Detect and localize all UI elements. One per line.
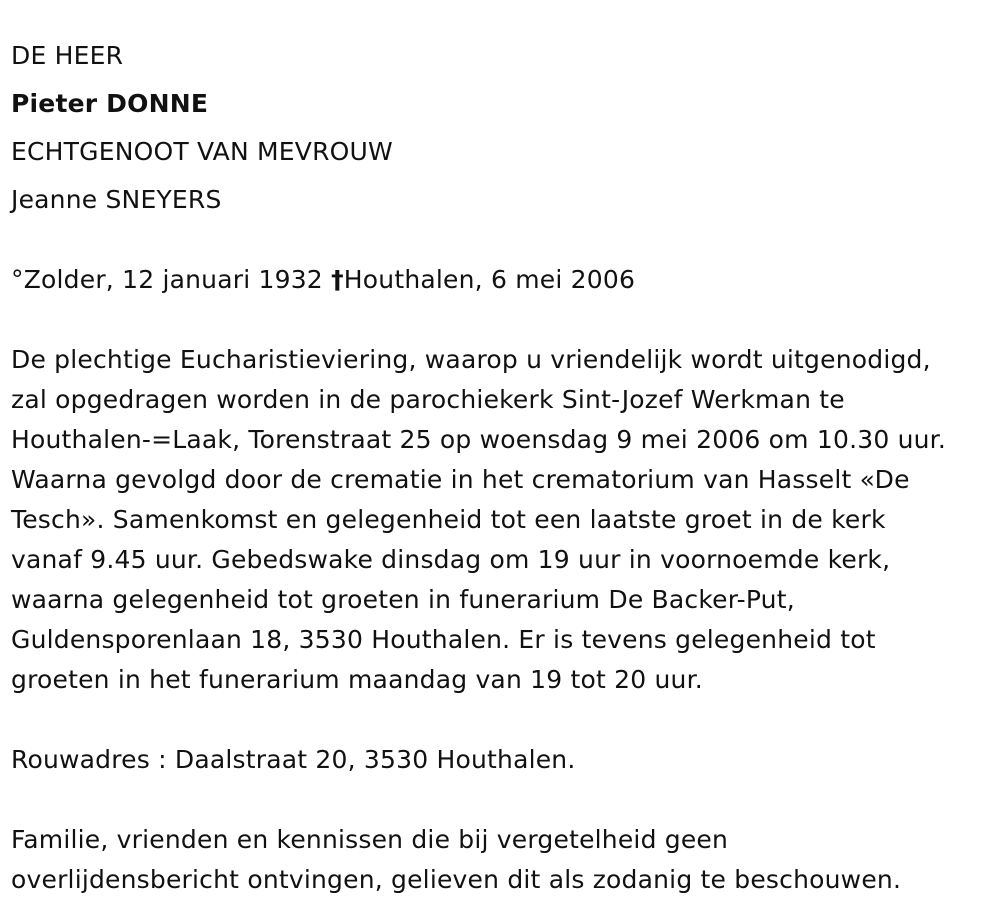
ceremony-line: Tesch». Samenkomst en gelegenheid tot een laatste groet in de kerk [11,505,886,534]
ceremony-line: zal opgedragen worden in de parochiekerk Sint-Jozef Werkman te [11,385,845,414]
ceremony-line: De plechtige Eucharistieviering, waarop u vriendelijk wordt uitgenodigd, [11,345,931,374]
ceremony-line: waarna gelegenheid tot groeten in funerarium De Backer-Put, [11,585,795,614]
dates-line [11,260,635,300]
mourning-address: Rouwadres : Daalstraat 20, 3530 Houthalen. [11,745,576,774]
notice-line: Familie, vrienden en kennissen die bij vergetelheid geen [11,825,729,854]
notice-line: overlijdensbericht ontvingen, gelieven dit als zodanig te beschouwen. [11,865,902,894]
birth-date: °Zolder, 12 januari 1932 [11,265,323,294]
death-date: Houthalen, 6 mei 2006 [343,265,636,294]
spouse-name: Jeanne SNEYERS [11,185,222,214]
ceremony-line: Waarna gevolgd door de crematie in het crematorium van Hasselt «De [11,465,910,494]
title-line: DE HEER [11,41,124,70]
deceased-name: Pieter DONNE [11,89,209,118]
ceremony-line: Houthalen-=Laak, Torenstraat 25 op woensdag 9 mei 2006 om 10.30 uur. [11,425,946,454]
ceremony-line: vanaf 9.45 uur. Gebedswake dinsdag om 19 uur in voornoemde kerk, [11,545,891,574]
ceremony-line: groeten in het funerarium maandag van 19 tot 20 uur. [11,665,703,694]
relation-line: ECHTGENOOT VAN MEVROUW [11,137,393,166]
cross-icon: † [331,265,344,294]
ceremony-line: Guldensporenlaan 18, 3530 Houthalen. Er is tevens gelegenheid tot [11,625,876,654]
